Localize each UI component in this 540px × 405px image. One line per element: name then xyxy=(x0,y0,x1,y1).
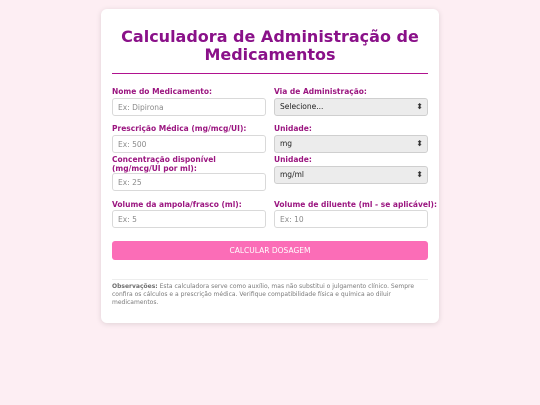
route-select[interactable] xyxy=(274,98,428,116)
diluent-volume-field xyxy=(274,200,437,209)
ampoule-volume-label: Volume da ampola/frasco (ml): xyxy=(112,200,242,209)
unit1-select-value: mg xyxy=(280,139,293,148)
divider xyxy=(112,279,428,280)
prescription-input[interactable] xyxy=(112,135,266,153)
calculator-card xyxy=(101,9,439,323)
unit1-select[interactable] xyxy=(274,135,428,153)
page-title: Calculadora de Administração de Medicamentos xyxy=(121,27,419,64)
diluent-volume-label: Volume de diluente (ml - se aplicável): xyxy=(274,200,437,209)
observations-note xyxy=(112,283,428,307)
observations-text: Esta calculadora serve como auxílio, mas não substitui o julgamento clínico. Sempre confira os cálculos e a prescrição médica. Verifique compatibilidade física e química ao diluir medicamentos. xyxy=(112,283,415,306)
calculate-button[interactable]: CALCULAR DOSAGEM xyxy=(112,241,428,260)
medication-input[interactable] xyxy=(112,98,266,116)
ampoule-volume-input[interactable] xyxy=(112,210,266,228)
unit2-field xyxy=(274,155,312,164)
unit2-label: Unidade: xyxy=(274,155,312,164)
prescription-label: Prescrição Médica (mg/mcg/UI): xyxy=(112,124,247,133)
chevron-updown-icon: ⬍ xyxy=(416,102,423,111)
title-divider xyxy=(112,73,428,74)
observations-heading: Observações: xyxy=(112,283,158,290)
concentration-input[interactable] xyxy=(112,173,266,191)
route-select-value: Selecione... xyxy=(280,102,324,111)
chevron-updown-icon: ⬍ xyxy=(416,170,423,179)
medication-field xyxy=(112,87,212,96)
unit2-select[interactable] xyxy=(274,166,428,184)
medication-label: Nome do Medicamento: xyxy=(112,87,213,96)
chevron-updown-icon: ⬍ xyxy=(416,139,423,148)
prescription-field xyxy=(112,124,246,133)
route-field xyxy=(274,87,367,96)
unit2-select-value: mg/ml xyxy=(280,170,304,179)
ampoule-volume-field xyxy=(112,200,242,209)
route-label: Via de Administração: xyxy=(274,87,367,96)
unit1-label: Unidade: xyxy=(274,124,312,133)
concentration-field xyxy=(112,155,262,173)
unit1-field xyxy=(274,124,312,133)
diluent-volume-input[interactable] xyxy=(274,210,428,228)
concentration-label: Concentração disponível (mg/mcg/UI por ml): xyxy=(112,155,216,173)
